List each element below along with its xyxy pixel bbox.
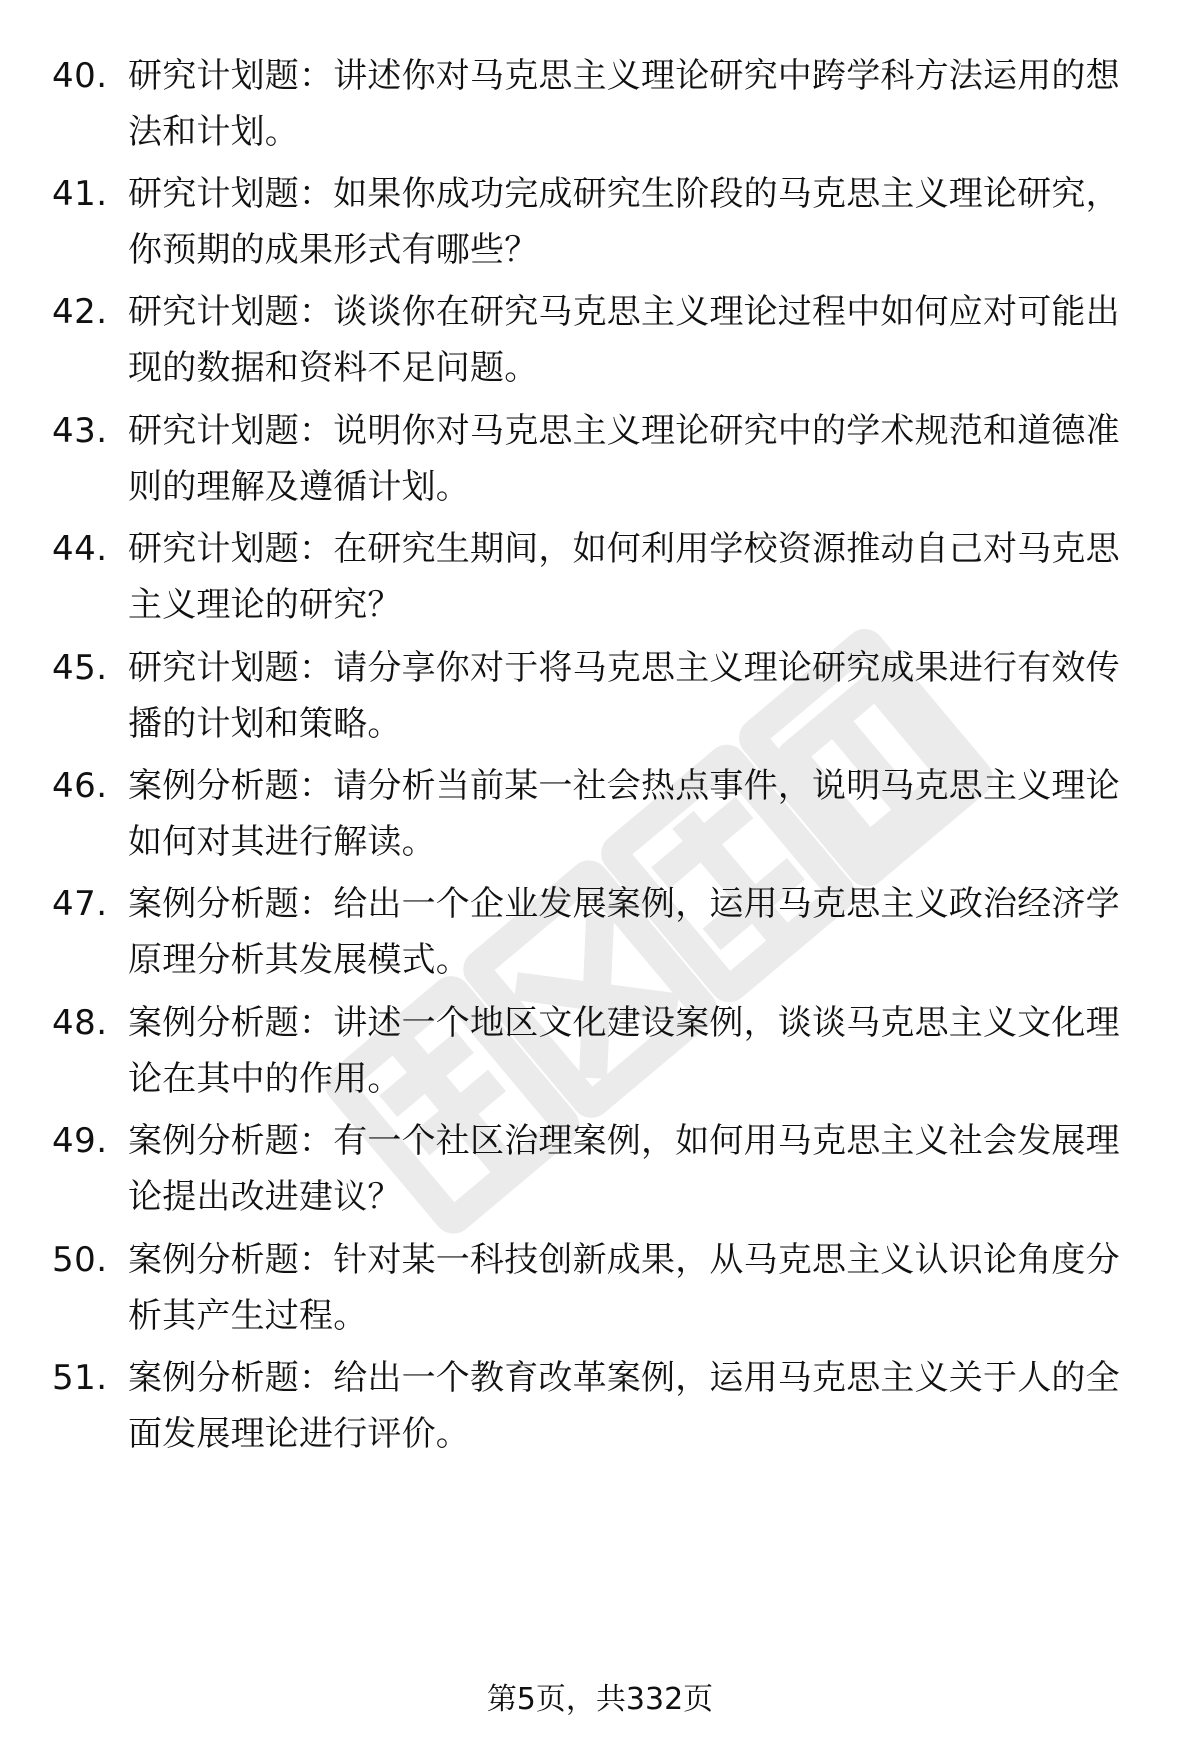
question-text: 研究计划题：讲述你对马克思主义理论研究中跨学科方法运用的想法和计划。 [128, 56, 1120, 152]
question-number: 48. [52, 1003, 108, 1043]
question-item [52, 48, 1152, 168]
question-item [52, 521, 1152, 641]
question-text: 研究计划题：请分享你对于将马克思主义理论研究成果进行有效传播的计划和策略。 [128, 648, 1120, 744]
page-number-footer: 第5页，共332页 [486, 1682, 714, 1717]
question-number: 51. [52, 1358, 108, 1398]
question-item [52, 995, 1152, 1115]
question-text: 研究计划题：在研究生期间，如何利用学校资源推动自己对马克思主义理论的研究？ [128, 529, 1120, 625]
question-number: 45. [52, 648, 108, 688]
question-text: 案例分析题：给出一个教育改革案例，运用马克思主义关于人的全面发展理论进行评价。 [128, 1358, 1120, 1454]
question-number: 42. [52, 292, 108, 332]
question-number: 43. [52, 411, 108, 451]
question-item [52, 1113, 1152, 1233]
question-item [52, 403, 1152, 523]
question-text: 案例分析题：有一个社区治理案例，如何用马克思主义社会发展理论提出改进建议？ [128, 1121, 1120, 1217]
question-item [52, 166, 1152, 286]
question-item [52, 876, 1152, 996]
question-item [52, 1232, 1152, 1352]
question-text: 研究计划题：说明你对马克思主义理论研究中的学术规范和道德准则的理解及遵循计划。 [128, 411, 1120, 507]
question-number: 49. [52, 1121, 108, 1161]
question-number: 41. [52, 174, 108, 214]
question-text: 研究计划题：谈谈你在研究马克思主义理论过程中如何应对可能出现的数据和资料不足问题。 [128, 292, 1120, 388]
question-number: 40. [52, 56, 108, 96]
question-text: 案例分析题：讲述一个地区文化建设案例，谈谈马克思主义文化理论在其中的作用。 [128, 1003, 1120, 1099]
question-number: 44. [52, 529, 108, 569]
question-text: 案例分析题：给出一个企业发展案例，运用马克思主义政治经济学原理分析其发展模式。 [128, 884, 1120, 980]
question-number: 46. [52, 766, 108, 806]
question-number: 50. [52, 1240, 108, 1280]
question-text: 研究计划题：如果你成功完成研究生阶段的马克思主义理论研究，你预期的成果形式有哪些？ [128, 174, 1120, 270]
question-number: 47. [52, 884, 108, 924]
question-item [52, 284, 1152, 404]
question-text: 案例分析题：请分析当前某一社会热点事件，说明马克思主义理论如何对其进行解读。 [128, 766, 1120, 862]
question-item [52, 758, 1152, 878]
question-item [52, 640, 1152, 760]
question-item [52, 1350, 1152, 1470]
question-text: 案例分析题：针对某一科技创新成果，从马克思主义认识论角度分析其产生过程。 [128, 1240, 1120, 1336]
